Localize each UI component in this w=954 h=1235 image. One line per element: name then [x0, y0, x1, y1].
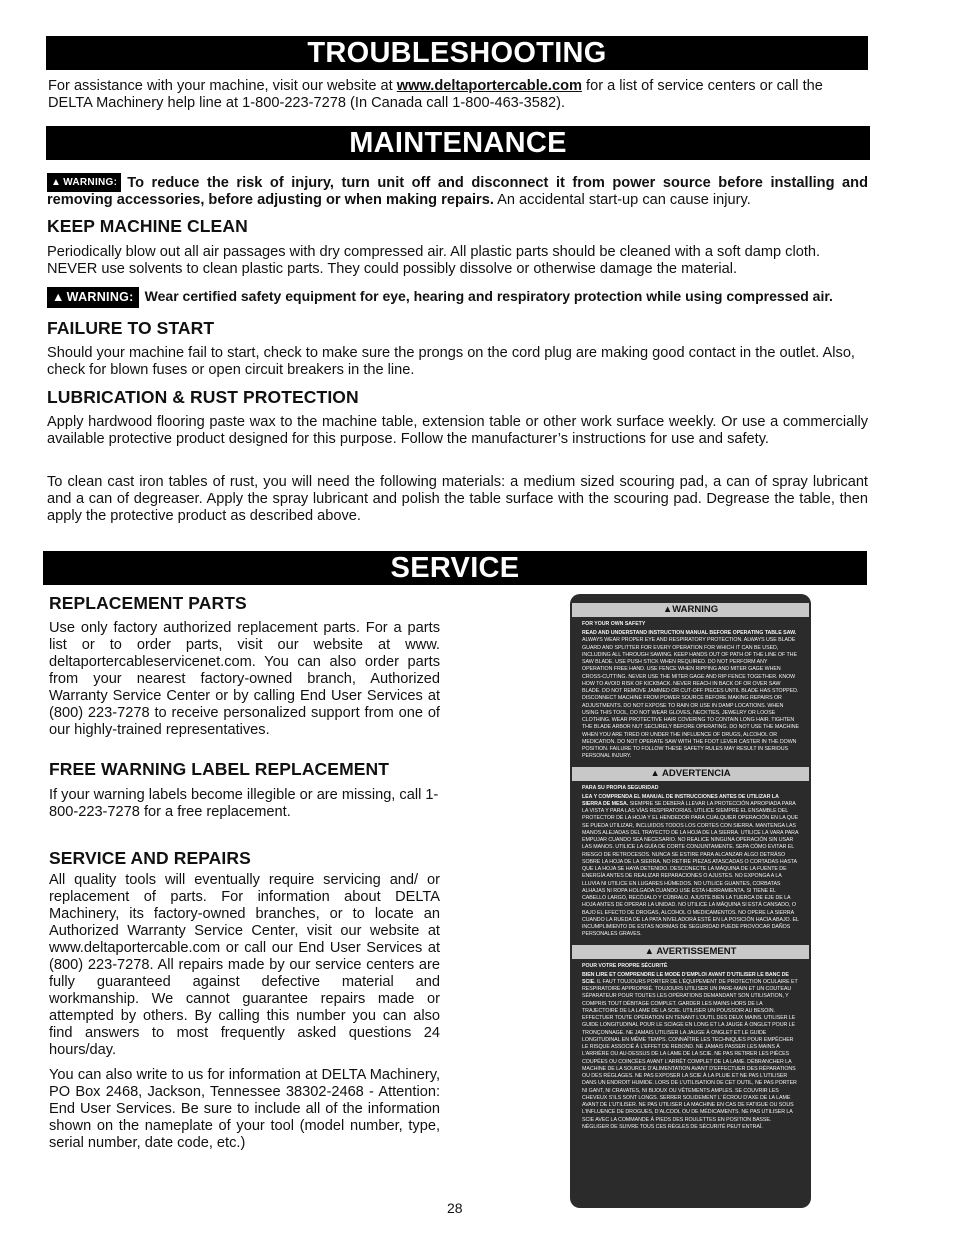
label-es-lead: LEA Y COMPRENDA EL MANUAL DE INSTRUCCIONES ANTES DE UTILIZAR LA SIERRA DE MESA. [582, 793, 779, 807]
label-fr-block [570, 963, 811, 1132]
label-avertissement-header [572, 945, 809, 959]
label-es-body: SIEMPRE SE DEBERÁ LLEVAR LA PROTECCIÓN APROPIADA PARA LA VISTA Y PARA LAS VÍAS RESPIRATORIAS. UTILICE SIEMPRE EL ENSAMBLE DEL PROTECTOR DE LA HOJA Y EL HENDEDOR PARA CUALQUIER OPERACIÓN EN LA QUE SE PUEDA UTILIZAR, INCLUIDOS TODOS LOS CORTES CON SIERRA. MANTENGA LAS MANOS ALEJADAS DEL TRAYECTO DE LA HOJA DE LA SIERRA. UTILICE LA VARA PARA EMPUJAR CUANDO SEA NECESARIO. NO REALICE NINGUNA OPERACIÓN SIN USAR LAS MANOS. UTILICE LA GUÍA DE CORTE CONJUNTAMENTE. SEPA CÓMO EVITAR EL RIESGO DE RETROCESOS. NUNCA SE ESTIRE PARA ALCANZAR ALGO DETRÁSO SOBRE LA HOJA DE LA SIERRA. NO RETIRE PIEZAS ATASCADAS O CORTADAS HASTA QUE LA HOJA SE HAYA DETENIDO. DESCONECTE LA MÁQUINA DE LA FUENTE DE ENERGÍA ANTES DE REALIZAR REPARACIONES O AJUSTES. NO EXPONGA A LA LLUVIA NI UTILICE EN LUGARES HÚMEDOS. NO UTILICE GUANTES, CORBATAS ALHAJAS NI ROPA HOLGADA CUANDO USE ESTA HERRAMIENTA. SI TIENE EL CABELLO LARGO, RECÓJALO Y CÚBRALO. AJUSTE BIEN LA TUERCA DE EJE DE LA HOJA ANTES DE OPERAR LA UNIDAD. NO UTILICE LA MÁQUINA SI ESTÁ CANSADO, O BAJO EL EFECTO DE DROGAS, ALCOHOL O MEDICAMENTOS. NO OPERE LA SIERRA CUANDO LA RUEDA DE LA PATA NIVELADORA ESTÉ EN LA POSICIÓN HACIA ABAJO. EL INCUMPLIMIENTO DE ESTAS NORMAS DE SEGURIDAD PUEDE PROVOCAR DAÑOS PERSONALES GRAVES. [582, 800, 799, 938]
warning-badge-2 [47, 287, 139, 308]
warning-triangle-icon: ▲ [52, 290, 65, 304]
label-en-head: WARNING [672, 604, 719, 615]
service-repairs-heading: SERVICE AND REPAIRS [49, 848, 251, 868]
label-fr-body: IL FAUT TOUJOURS PORTER DE L’ÉQUIPEMENT DE PROTECTION OCULAIRE ET RESPIRATOIRE APPROPRIÉ. TOUJOURS UTILISER UN PARE-MAIN ET UN COUTEAU SÉPARATEUR POUR TOUTES LES OPÉRATIONS DEMANDANT SON UTILISATION, Y COMPRIS TOUT DÉBITAGE COMPLET. GARDER LES MAINS HORS DE LA TRAJECTOIRE DE LA LAME DE LA SCIE. UTILISER UN POUSSOIR AU BESOIN. EFFECTUER TOUTE OPÉRATION EN TENANT L’OUTIL DES DEUX MAINS. UTILISER LE GUIDE LONGITUDINAL POUR LE SCIAGE EN LONG ET LA JAUGE À ONGLET POUR LE TRONÇONNAGE. NE JAMAIS UTILISER LA JAUGE À ONGLET ET LE GUIDE LONGITUDINAL EN MÊME TEMPS. CONNAÎTRE LES TECHNIQUES POUR EMPÊCHER LE RISQUE ASSOCIÉ À L’EFFET DE REBOND. NE JAMAIS PASSER LES MAINS À L’ARRIÈRE OU AU-DESSUS DE LA LAME DE LA SCIE. NE PAS RETIRER LES PIÈCES COUPÉES OU COINCÉES AVANT L’ARRÊT COMPLET DE LA LAME. DÉBRANCHER LA MACHINE DE LA SOURCE D’ALIMENTATION AVANT D’EFFECTUER DES RÉPARATIONS OU DES RÉGLAGES. NE PAS EXPOSER LA SCIE À LA PLUIE ET NE PAS L’UTILISER DANS UN ENDROIT HUMIDE. LORS DE L’UTILISATION DE CET OUTIL, NE PAS PORTER NI GANT, NI CRAVATES, NI BIJOUX OU VÊTEMENTS AMPLES. SE COUVRIR LES CHEVEUX S’ILS SONT LONGS. SERRER SOLIDEMENT L’ ÉCROU D’AXE DE LA LAME AVANT DE L’UTILISER. NE PAS UTILISER LA MACHINE EN CAS DE FATIGUE OU SOUS L’INFLUENCE DE DROGUES, D’ALCOOL OU DE MÉDICAMENTS. NE PAS UTILISER LA SCIE AVEC LA COMMANDE À PIEDS DES ROULETTES EN POSITION BASSE. NÉGLIGER DE SUIVRE TOUS CES RÈGLES DE SÉCURITÉ PEUT ENTRAÎ. [582, 978, 798, 1130]
service-banner: SERVICE [43, 551, 867, 585]
label-es-text [582, 794, 799, 939]
warning-triangle-icon: ▲ [662, 604, 673, 615]
troubleshooting-text-after: for a list of service centers or call the DELTA Machinery help line at 1-800-223-7278 (In Canada call 1-800-463-3582). [48, 78, 823, 111]
warning-rest-text: An accidental start-up can cause injury. [493, 192, 751, 208]
service-repairs-text-1: All quality tools will eventually require servicing and/ or replacement of parts. For information about DELTA Machinery, its factory-owned branches, or to locate an Authorized Warranty Service Center, visit our website at www.deltaportercable.com or call our End User Services at (800) 223-7278. All repairs made by our service centers are fully guaranteed against defective material and workmanship. We cannot guarantee repairs made or attempted by others. By calling this number you can also find answers to most frequently asked questions 24 hours/day. [49, 872, 440, 1058]
replacement-parts-heading: REPLACEMENT PARTS [49, 593, 247, 613]
label-warning-header [572, 603, 809, 617]
troubleshooting-text-before: For assistance with your machine, visit our website at [48, 78, 397, 94]
compressed-air-warning-text: Wear certified safety equipment for eye, hearing and respiratory protection while using compressed air. [144, 288, 833, 304]
label-en-block [570, 621, 811, 761]
keep-clean-text: Periodically blow out all air passages with dry compressed air. All plastic parts should be cleaned with a soft damp cloth. NEVER use solvents to clean plastic parts. They could possibly dissolve or otherwise damage the material. [47, 244, 821, 277]
free-label-heading: FREE WARNING LABEL REPLACEMENT [49, 759, 390, 779]
replacement-parts-text: Use only factory authorized replacement parts. For a parts list or to order parts, visit our website at www. deltaportercableservicenet.com. You can also order parts from your nearest factory-owned branch, Authorized Warranty Service Center or by calling End User Services at (800) 223-7278 to receive personalized support from one of our highly-trained representatives. [49, 620, 440, 738]
keep-clean-heading: KEEP MACHINE CLEAN [47, 216, 248, 236]
warning-badge [47, 173, 121, 192]
warning-label-image [570, 594, 811, 1208]
lubrication-text-2: To clean cast iron tables of rust, you will need the following materials: a medium sized scouring pad, a can of spray lubricant and a can of degreaser. Apply the spray lubricant and polish the table surface with the scouring pad. Degrease the table, then apply the protective product as described above. [47, 474, 868, 524]
label-en-body: ALWAYS WEAR PROPER EYE AND RESPIRATORY PROTECTION. ALWAYS USE BLADE GUARD AND SPLITTER FOR EVERY OPERATION FOR WHICH IT CAN BE USED, INCLUDING ALL THROUGH SAWING. KEEP HANDS OUT OF PATH OF THE LINE OF THE SAW BLADE. USE PUSH STICK WHEN REQUIRED. DO NOT PERFORM ANY OPERATION FREE HAND. USE FENCE WHEN RIPPING AND MITER GAGE WHEN CROSS-CUTTING. NEVER USE THE MITER GAGE AND RIP FENCE TOGETHER. KNOW HOW TO AVOID RISK OF KICKBACK. NEVER REACH IN BACK OF OR OVER SAW BLADE. DO NOT REMOVE JAMMED OR CUT-OFF PIECES UNTIL BLADE HAS STOPPED. DISCONNECT MACHINE FROM POWER SOURCE BEFORE MAKING REPAIRS OR ADJUSTMENTS. DO NOT EXPOSE TO RAIN OR USE IN DAMP LOCATIONS. WHEN USING THIS TOOL, DO NOT WEAR GLOVES, NECKTIES, JEWELRY OR LOOSE CLOTHING. WEAR PROTECTIVE HAIR COVERING TO CONTAIN LONG HAIR. TIGHTEN THE BLADE ARBOR NUT SECURELY BEFORE OPERATING. DO NOT USE THE MACHINE WHEN YOU ARE TIRED OR UNDER THE INFLUENCE OF DRUGS, ALCOHOL OR MEDICATION. DO NOT OPERATE SAW WITH THE FOOT LEVER CASTER IN THE DOWN POSITION. FAILURE TO FOLLOW THESE SAFETY RULES MAY RESULT IN SERIOUS PERSONAL INJURY. [582, 637, 800, 760]
label-es-sub: PARA SU PROPIA SEGURIDAD [582, 784, 659, 791]
warning-badge-2-label: WARNING: [66, 290, 134, 304]
label-advertencia-header [572, 767, 809, 781]
maintenance-warning [47, 173, 868, 209]
label-fr-lead: BIEN LIRE ET COMPRENDRE LE MODE D’EMPLOI AVANT D’UTILISER LE BANC DE SCIE. [582, 971, 789, 985]
lubrication-text-1: Apply hardwood flooring paste wax to the machine table, extension table or other work surface weekly. Or use a commercially available protective product designed for this purpose. Follow the manufacturer’s instructions for use and safety. [47, 414, 868, 447]
warning-triangle-icon: ▲ [51, 177, 62, 188]
page-number: 28 [447, 1200, 463, 1216]
label-fr-head: AVERTISSEMENT [656, 945, 737, 957]
warning-triangle-icon: ▲ [650, 767, 663, 779]
website-link[interactable]: www.deltaportercable.com [396, 78, 582, 94]
label-es-head: ADVERTENCIA [662, 767, 731, 779]
label-fr-text [582, 972, 799, 1132]
maintenance-banner: MAINTENANCE [46, 126, 870, 160]
label-fr-sub: POUR VOTRE PROPRE SÉCURITÉ [582, 962, 668, 969]
warning-bold-text: To reduce the risk of injury, turn unit off and disconnect it from power source before installing and removing accessories, before adjusting or when making repairs. [47, 175, 868, 208]
label-es-block [570, 785, 811, 939]
label-en-lead: READ AND UNDERSTAND INSTRUCTION MANUAL BEFORE OPERATING TABLE SAW. [582, 630, 797, 636]
compressed-air-warning [47, 287, 877, 308]
label-en-text [582, 630, 799, 761]
free-label-text: If your warning labels become illegible or are missing, call 1-800-223-7278 for a free replacement. [49, 787, 439, 820]
warning-badge-label: WARNING: [63, 177, 118, 188]
label-en-sub: FOR YOUR OWN SAFETY [582, 621, 646, 627]
lubrication-heading: LUBRICATION & RUST PROTECTION [47, 387, 359, 407]
troubleshooting-text [48, 78, 868, 112]
failure-heading: FAILURE TO START [47, 318, 215, 338]
troubleshooting-banner: TROUBLESHOOTING [46, 36, 868, 70]
service-repairs-text-2: You can also write to us for information at DELTA Machinery, PO Box 2468, Jackson, Tennessee 38302-2468 - Attention: End User Services. Be sure to include all of the information shown on the nameplate of your tool (model number, type, serial number, date code, etc.) [49, 1067, 440, 1151]
warning-triangle-icon: ▲ [644, 945, 657, 957]
failure-text: Should your machine fail to start, check to make sure the prongs on the cord plug are making good contact in the outlet. Also, check for blown fuses or open circuit breakers in the line. [47, 345, 855, 378]
